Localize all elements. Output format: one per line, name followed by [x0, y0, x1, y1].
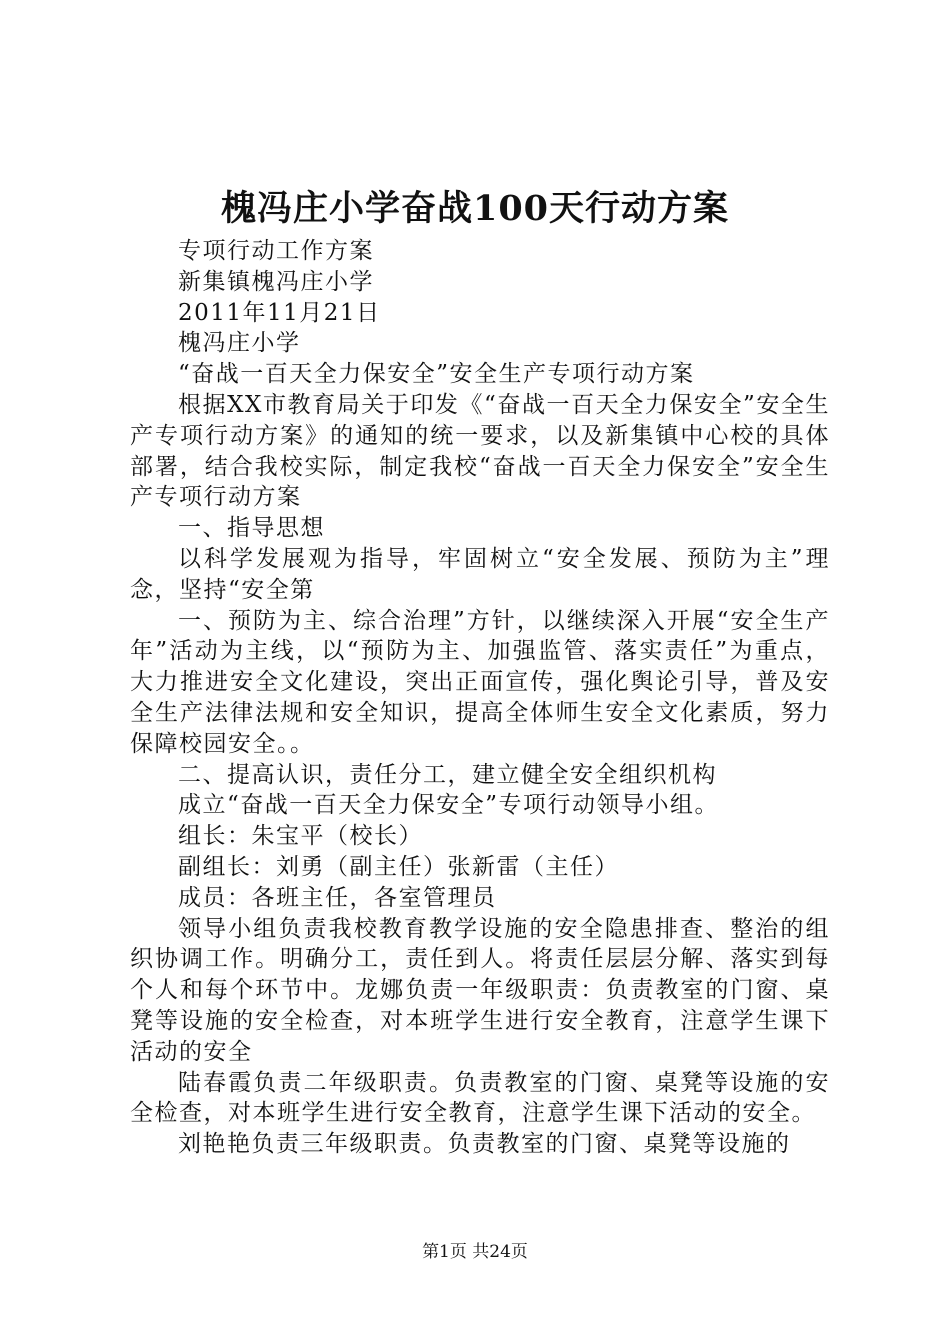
paragraph: 一、预防为主、综合治理”方针，以继续深入开展“安全生产年”活动为主线，以“预防为主、加强监管、落实责任”为重点，大力推进安全文化建设，突出正面宣传，强化舆论引导，普及安全生产法律法规和安全知识，提高全体师生安全文化素质，努力保障校园安全。。: [130, 607, 830, 757]
paragraph: 以科学发展观为指导，牢固树立“安全发展、预防为主”理念，坚持“安全第: [130, 545, 830, 603]
paragraph: 成员：各班主任，各室管理员: [178, 884, 497, 911]
paragraph: 新集镇槐冯庄小学: [178, 268, 374, 295]
paragraph: 成立“奋战一百天全力保安全”专项行动领导小组。: [178, 792, 720, 819]
paragraph: “奋战一百天全力保安全”安全生产专项行动方案: [178, 361, 695, 388]
paragraph: 根据XX市教育局关于印发《“奋战一百天全力保安全”安全生产专项行动方案》的通知的统一要求，以及新集镇中心校的具体部署，结合我校实际，制定我校“奋战一百天全力保安全”安全生产专项行动方案: [130, 391, 830, 511]
paragraph: 陆春霞负责二年级职责。负责教室的门窗、桌凳等设施的安全检查，对本班学生进行安全教育，注意学生课下活动的安全。: [130, 1069, 830, 1127]
document-body: [130, 236, 830, 1160]
section-heading: 二、提高认识，责任分工，建立健全安全组织机构: [178, 761, 717, 788]
paragraph: 槐冯庄小学: [178, 330, 301, 357]
paragraph: 2011年11月21日: [178, 299, 381, 326]
paragraph: 副组长：刘勇（副主任）张新雷（主任）: [178, 853, 619, 880]
paragraph: 专项行动工作方案: [178, 238, 374, 264]
section-heading: 一、指导思想: [178, 515, 325, 542]
paragraph: 领导小组负责我校教育教学设施的安全隐患排查、整治的组织协调工作。明确分工，责任到人。将责任层层分解、落实到每个人和每个环节中。龙娜负责一年级职责：负责教室的门窗、桌凳等设施的安全检查，对本班学生进行安全教育，注意学生课下活动的安全: [130, 915, 830, 1065]
paragraph: 组长：朱宝平（校长）: [178, 823, 423, 850]
page-number: 第1页 共24页: [422, 1242, 528, 1262]
document-title: 槐冯庄小学奋战100天行动方案: [220, 188, 730, 229]
paragraph: 刘艳艳负责三年级职责。负责教室的门窗、桌凳等设施的: [178, 1131, 791, 1158]
